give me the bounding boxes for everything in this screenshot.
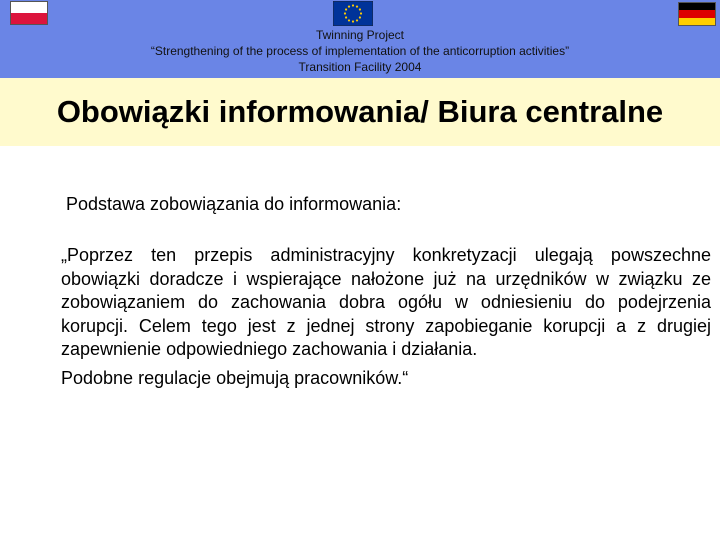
page-title: Obowiązki informowania/ Biura centralne (56, 94, 664, 129)
eu-star-icon (345, 8, 347, 10)
poland-flag-icon (10, 1, 48, 25)
eu-star-icon (360, 12, 362, 14)
quote-final-line: Podobne regulacje obejmują pracowników.“ (61, 367, 409, 388)
eu-star-icon (345, 16, 347, 18)
project-description: “Strengthening of the process of implementation of the anticorruption activities” (150, 44, 570, 58)
germany-flag-icon (678, 2, 716, 26)
quote-main-text: „Poprzez ten przepis administracyjny konkretyzacji ulegają powszechne obowiązki doradcze i wspierające nałożone już na urzędników w związku ze zobowiązaniem do zachowania dobra ogółu w odniesieniu do podejrzenia korupcji. Celem tego jest z jednej strony zapobieganie korupcji a z drugiej zapewnienie odpowiedniego zachowania i działania. (61, 245, 711, 359)
section-subtitle: Podstawa zobowiązania do informowania: (66, 194, 402, 214)
eu-star-icon (359, 8, 361, 10)
header-band (0, 0, 720, 78)
eu-star-icon (344, 12, 346, 14)
eu-star-icon (348, 5, 350, 7)
eu-star-icon (359, 16, 361, 18)
project-name: Twinning Project (315, 28, 405, 42)
eu-flag-icon (333, 1, 373, 26)
eu-star-icon (352, 4, 354, 6)
eu-star-icon (356, 5, 358, 7)
quote-paragraph (61, 244, 711, 390)
project-header (0, 27, 720, 75)
eu-star-icon (356, 19, 358, 21)
eu-star-icon (352, 20, 354, 22)
project-facility: Transition Facility 2004 (298, 60, 422, 74)
eu-star-icon (348, 19, 350, 21)
